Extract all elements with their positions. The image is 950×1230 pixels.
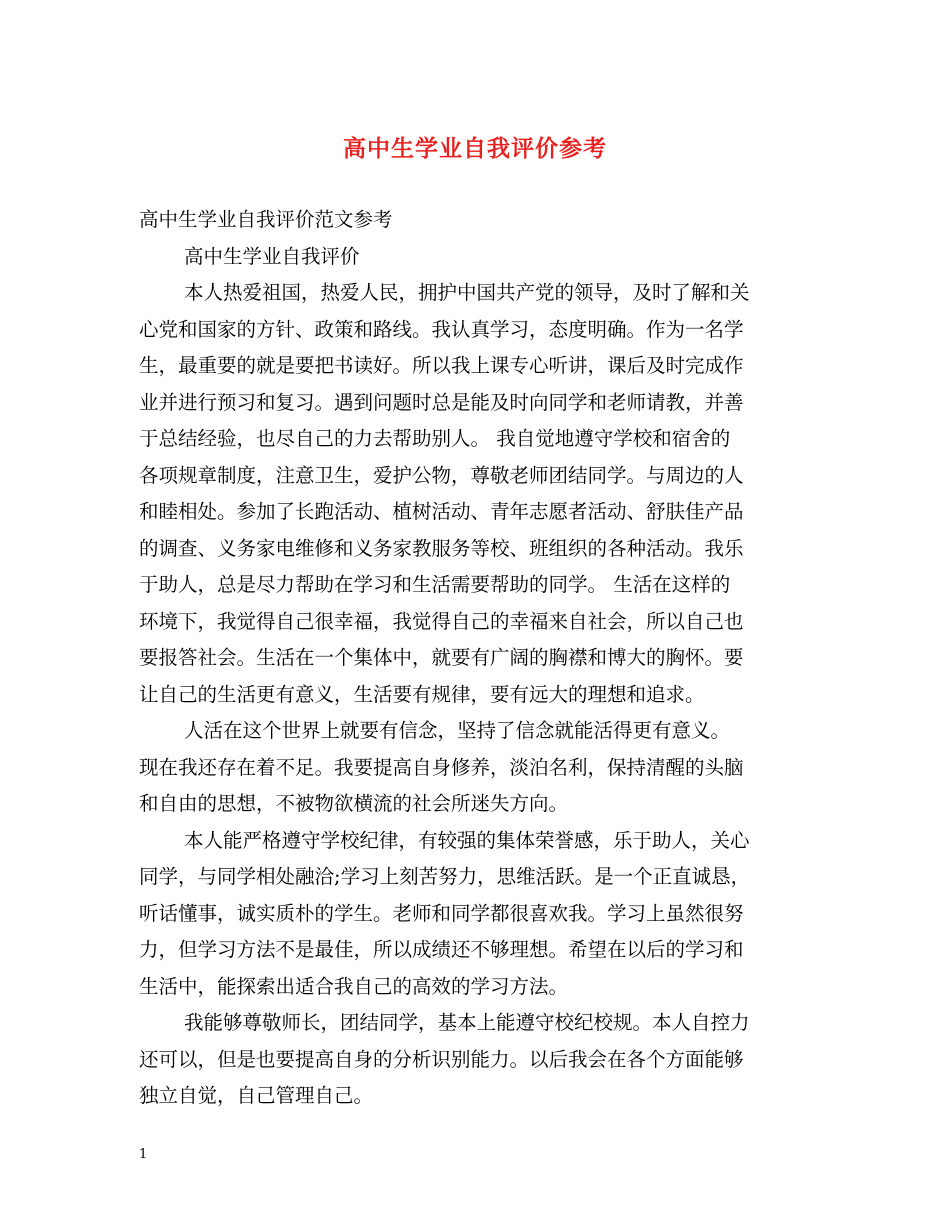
document-title: 高中生学业自我评价参考 xyxy=(343,135,607,162)
body-line: 力，但学习方法不是最佳，所以成绩还不够理想。希望在以后的学习和 xyxy=(139,938,744,961)
body-line: 生活中，能探索出适合我自己的高效的学习方法。 xyxy=(139,974,569,998)
body-line: 人活在这个世界上就要有信念，坚持了信念就能活得更有意义。 xyxy=(184,719,731,742)
body-line: 本人能严格遵守学校纪律，有较强的集体荣誉感，乐于助人，关心 xyxy=(184,828,750,852)
body-line: 听话懂事，诚实质朴的学生。老师和同学都很喜欢我。学习上虽然很努 xyxy=(139,901,744,925)
body-line: 环境下，我觉得自己很幸福，我觉得自己的幸福来自社会，所以自己也 xyxy=(139,609,744,633)
body-line: 各项规章制度，注意卫生，爱护公物，尊敬老师团结同学。与周边的人 xyxy=(139,463,744,487)
page-number: 1 xyxy=(139,1147,148,1162)
body-line: 独立自觉，自己管理自己。 xyxy=(139,1084,374,1107)
body-line: 于助人，总是尽力帮助在学习和生活需要帮助的同学。 生活在这样的 xyxy=(139,573,731,596)
body-line: 和睦相处。参加了长跑活动、植树活动、青年志愿者活动、舒肤佳产品 xyxy=(139,500,744,523)
body-line: 高中生学业自我评价范文参考 xyxy=(139,208,393,231)
document-body xyxy=(139,202,814,1115)
body-line: 和自由的思想，不被物欲横流的社会所迷失方向。 xyxy=(139,792,569,815)
body-line: 让自己的生活更有意义，生活要有规律，要有远大的理想和追求。 xyxy=(139,682,705,706)
body-line: 本人热爱祖国，热爱人民，拥护中国共产党的领导，及时了解和关 xyxy=(184,281,750,304)
body-line: 要报答社会。生活在一个集体中，就要有广阔的胸襟和博大的胸怀。要 xyxy=(139,646,744,669)
body-line: 业并进行预习和复习。遇到问题时总是能及时向同学和老师请教，并善 xyxy=(139,390,744,414)
body-line: 还可以，但是也要提高自身的分析识别能力。以后我会在各个方面能够 xyxy=(139,1047,744,1071)
body-line: 的调查、义务家电维修和义务家教服务等校、班组织的各种活动。我乐 xyxy=(139,536,744,560)
body-line: 高中生学业自我评价 xyxy=(184,244,360,268)
body-line: 心党和国家的方针、政策和路线。我认真学习，态度明确。作为一名学 xyxy=(139,317,744,341)
body-line: 现在我还存在着不足。我要提高自身修养，淡泊名利，保持清醒的头脑 xyxy=(139,755,744,779)
body-line: 于总结经验，也尽自己的力去帮助别人。 我自觉地遵守学校和宿舍的 xyxy=(139,427,731,450)
body-line: 同学，与同学相处融洽;学习上刻苦努力，思维活跃。是一个正直诚恳， xyxy=(139,865,751,888)
body-line: 生，最重要的就是要把书读好。所以我上课专心听讲，课后及时完成作 xyxy=(139,354,744,377)
body-line: 我能够尊敬师长，团结同学，基本上能遵守校纪校规。本人自控力 xyxy=(184,1011,750,1034)
